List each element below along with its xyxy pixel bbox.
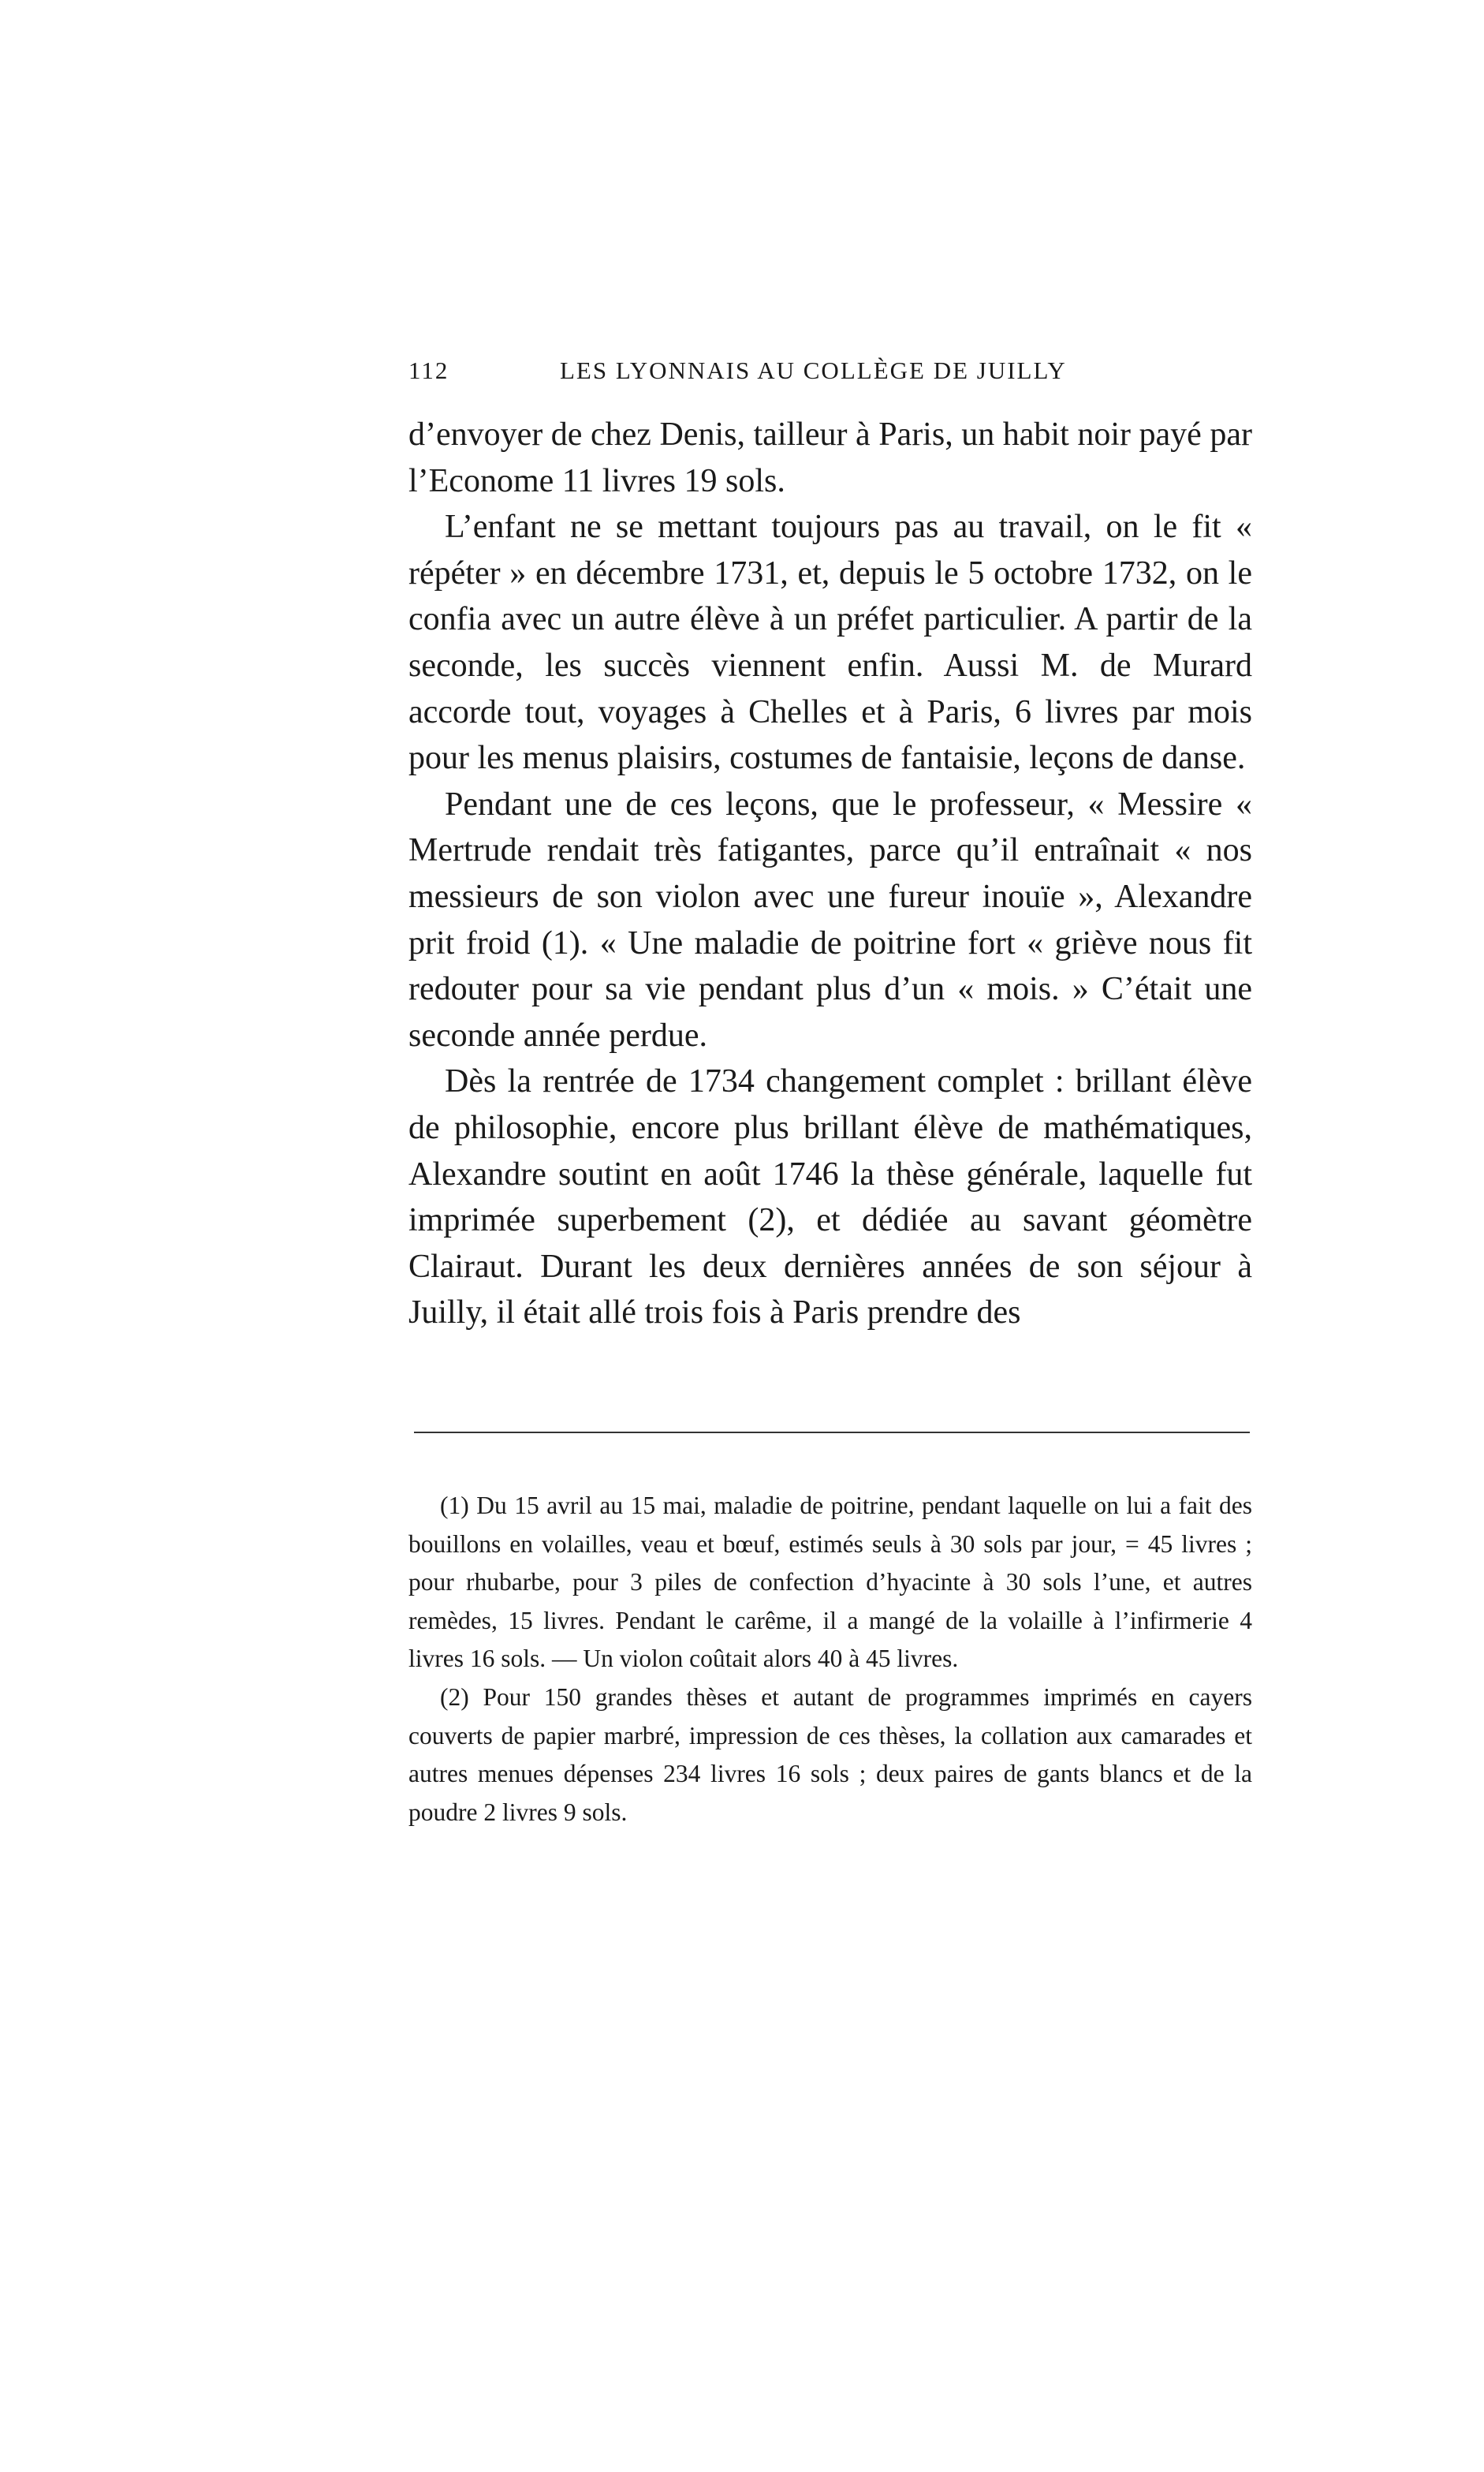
footnote: (1) Du 15 avril au 15 mai, maladie de poitrine, pendant laquelle on lui a fait des bouillons en volailles, veau et bœuf, estimés seuls à 30 sols par jour, = 45 livres ; pour rhubarbe, pour 3 piles de confection d’hyacinte à 30 sols l’une, et autres remèdes, 15 livres. Pendant le carême, il a mangé de la volaille à l’infirmerie 4 livres 16 sols. — Un violon coûtait alors 40 à 45 livres. [408, 1492, 1252, 1673]
footnotes [408, 1487, 1252, 1832]
page-number: 112 [408, 357, 449, 384]
paragraph: L’enfant ne se mettant toujours pas au travail, on le fit « répéter » en décembre 1731, et, depuis le 5 octobre 1732, on le confia avec un autre élève à un préfet particulier. A partir de la seconde, les succès viennent enfin. Aussi M. de Murard accorde tout, voyages à Chelles et à Paris, 6 livres par mois pour les menus plaisirs, costumes de fantaisie, leçons de danse. [408, 509, 1252, 777]
running-title: LES LYONNAIS AU COLLÈGE DE JUILLY [560, 357, 1067, 384]
paragraph: Dès la rentrée de 1734 changement complet : brillant élève de philosophie, encore plus brillant élève de mathématiques, Alexandre soutint en août 1746 la thèse générale, laquelle fut imprimée superbement (2), et dédiée au savant géomètre Clairaut. Durant les deux dernières années de son séjour à Juilly, il était allé trois fois à Paris prendre des [408, 1063, 1252, 1331]
paragraph: d’envoyer de chez Denis, tailleur à Paris, un habit noir payé par l’Econome 11 livres 19 sols. [408, 416, 1252, 499]
body-text [408, 412, 1252, 1336]
paragraph: Pendant une de ces leçons, que le professeur, « Messire « Mertrude rendait très fatigantes, parce qu’il entraînait « nos messieurs de son violon avec une fureur inouïe », Alexandre prit froid (1). « Une maladie de poitrine fort « griève nous fit redouter pour sa vie pendant plus d’un « mois. » C’était une seconde année perdue. [408, 786, 1252, 1054]
footnote: (2) Pour 150 grandes thèses et autant de programmes imprimés en cayers couverts de papier marbré, impression de ces thèses, la collation aux camarades et autres menues dépenses 234 livres 16 sols ; deux paires de gants blancs et de la poudre 2 livres 9 sols. [408, 1682, 1252, 1826]
footnote-divider [414, 1432, 1250, 1433]
running-head [408, 357, 1252, 396]
